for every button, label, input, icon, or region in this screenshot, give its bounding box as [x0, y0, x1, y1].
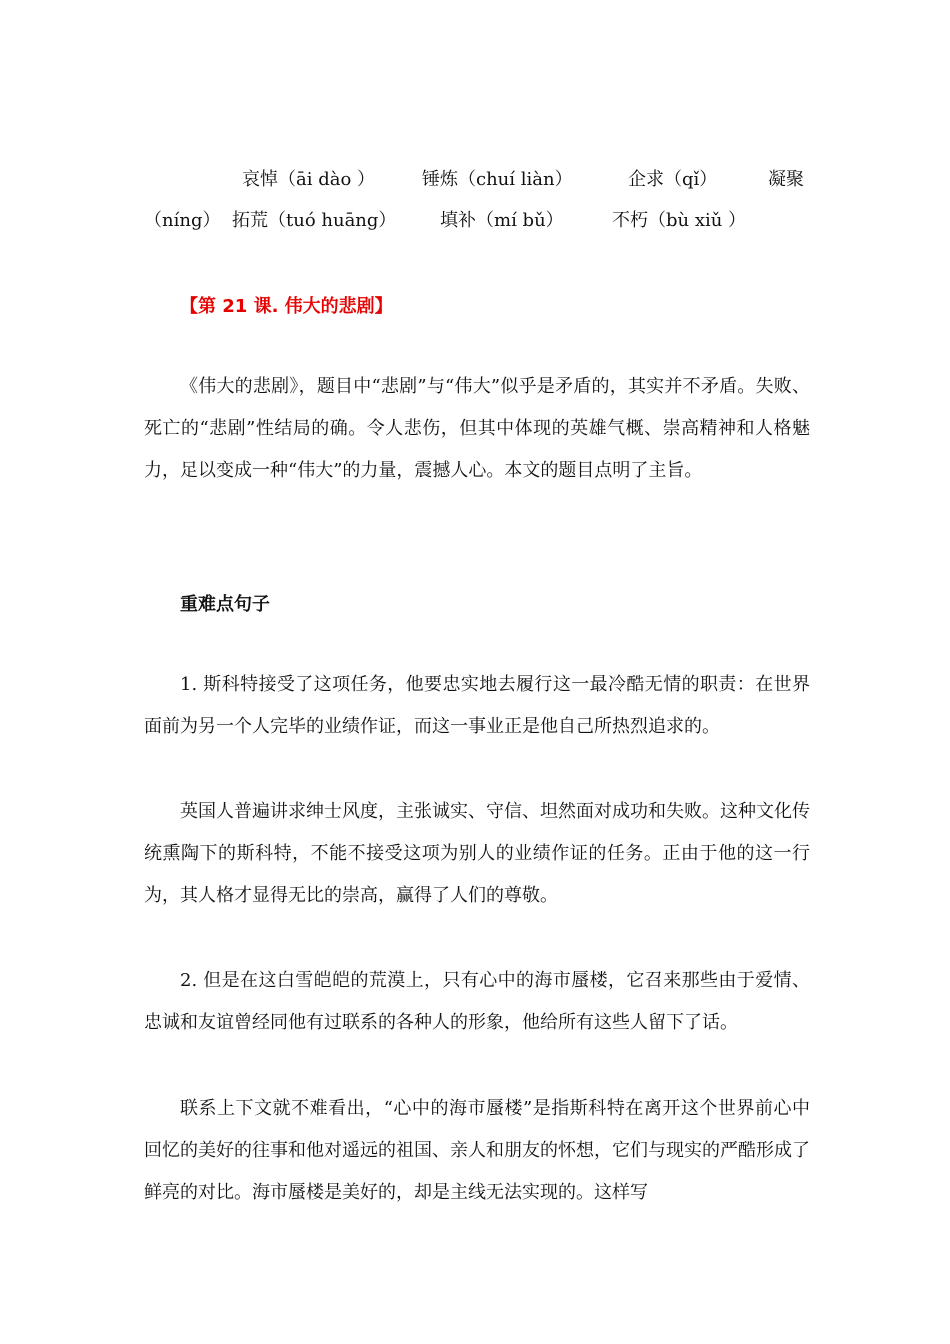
vocab-item: 拓荒（tuó huāng） [232, 210, 397, 231]
key-sentence-1 [144, 664, 810, 748]
vocab-item: 哀悼（āi dào ） [242, 169, 376, 190]
vocab-item: 凝聚 [768, 169, 804, 190]
vocab-item: 填补（mí bǔ） [440, 210, 564, 231]
analysis-1 [144, 791, 810, 917]
lesson-title: 【第 21 课. 伟大的悲剧】 [180, 296, 393, 317]
paragraph-text: 1. 斯科特接受了这项任务，他要忠实地去履行这一最冷酷无情的职责：在世界面前为另一个人完毕的业绩作证，而这一事业正是他自己所热烈追求的。 [144, 674, 810, 737]
paragraph-text: 2. 但是在这白雪皑皑的荒漠上，只有心中的海市蜃楼，它召来那些由于爱情、忠诚和友谊曾经同他有过联系的各种人的形象，他给所有这些人留下了话。 [144, 970, 810, 1033]
intro-paragraph [144, 366, 810, 492]
vocabulary-row-2 [0, 208, 950, 234]
paragraph-text: 《伟大的悲剧》，题目中“悲剧”与“伟大”似乎是矛盾的，其实并不矛盾。失败、死亡的“悲剧”性结局的确。令人悲伤，但其中体现的英雄气概、崇高精神和人格魅力，足以变成一种“伟大”的力量，震撼人心。本文的题目点明了主旨。 [144, 376, 810, 481]
analysis-2 [144, 1088, 810, 1214]
vocab-item: （níng） [144, 210, 221, 231]
vocab-item: 企求（qǐ） [628, 169, 718, 190]
key-sentences-heading: 重难点句子 [180, 594, 270, 615]
paragraph-text: 联系上下文就不难看出，“心中的海市蜃楼”是指斯科特在离开这个世界前心中回忆的美好的往事和他对遥远的祖国、亲人和朋友的怀想，它们与现实的严酷形成了鲜亮的对比。海市蜃楼是美好的，却是主线无法实现的。这样写 [144, 1098, 810, 1203]
vocab-item: 锤炼（chuí liàn） [422, 169, 573, 190]
paragraph-text: 英国人普遍讲求绅士风度，主张诚实、守信、坦然面对成功和失败。这种文化传统熏陶下的斯科特，不能不接受这项为别人的业绩作证的任务。正由于他的这一行为，其人格才显得无比的崇高，赢得了人们的尊敬。 [144, 801, 810, 906]
key-sentence-2 [144, 960, 810, 1044]
vocab-item: 不朽（bù xiǔ ） [612, 210, 747, 231]
vocabulary-row-1 [0, 167, 950, 193]
